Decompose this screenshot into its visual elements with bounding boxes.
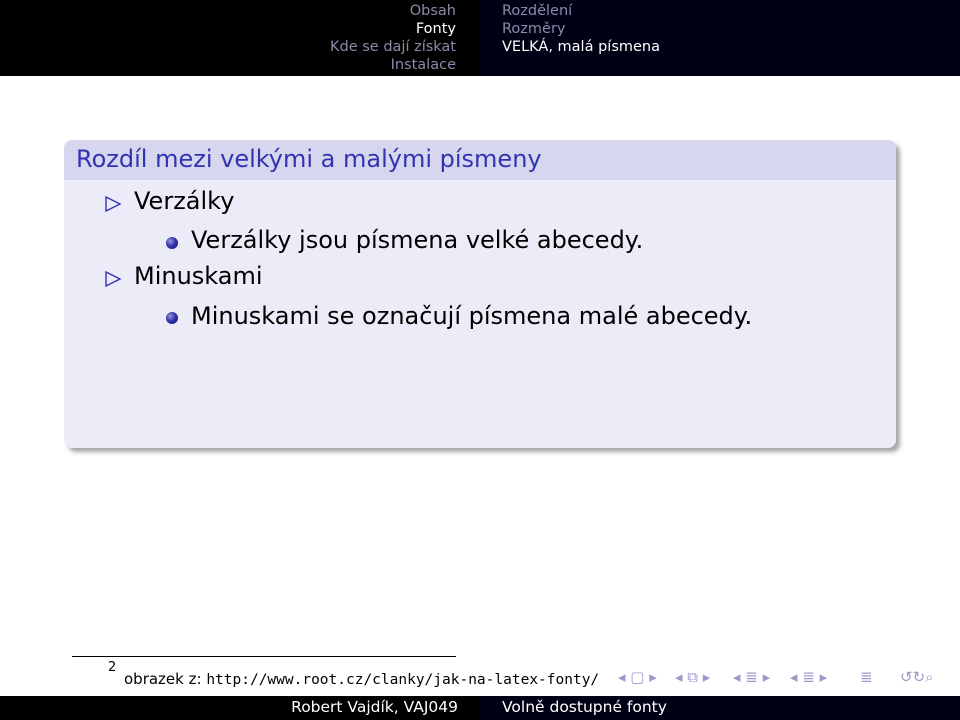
subsection-nav [502,2,660,56]
nav-item-rozmery[interactable]: Rozměry [502,21,566,37]
footnote-text [124,670,599,688]
item-verzalky-label: Verzálky [134,187,235,215]
nav-item-instalace[interactable]: Instalace [390,57,456,73]
block-title: Rozdíl mezi velkými a malými písmeny [76,145,542,173]
header-left [0,0,472,76]
footnote-rule [72,656,456,657]
nav-item-obsah[interactable]: Obsah [409,3,456,19]
footer-author: Robert Vajdík, VAJ049 [291,698,458,716]
ball-bullet-icon [166,237,178,249]
document-nav-icon[interactable]: ≣ [860,668,873,686]
footer-left [0,696,480,720]
item-minuskami-label: Minuskami [134,262,263,290]
subsection-nav-icon[interactable]: ◂ ⧉ ▸ [675,668,711,686]
nav-item-rozdeleni[interactable]: Rozdělení [502,3,573,19]
footnote-mark: 2 [108,660,117,675]
section-nav-prev-icon[interactable]: ◂ ≣ ▸ [733,668,771,686]
nav-item-kde-se-daji-ziskat[interactable]: Kde se dají získat [330,39,456,55]
item-minuskami-description: Minuskami se označují písmena malé abecedy. [191,302,753,330]
block-title-bar [64,140,896,180]
footer-title: Volně dostupné fonty [502,698,667,716]
section-nav-next-icon[interactable]: ◂ ≣ ▸ [790,668,828,686]
nav-item-fonty[interactable]: Fonty [415,21,456,37]
ball-bullet-icon [166,312,178,324]
footnote-url[interactable]: http://www.root.cz/clanky/jak-na-latex-fonty/ [206,672,600,688]
frame-nav-icon[interactable]: ◂ ▢ ▸ [618,668,657,686]
header-right [480,0,960,76]
footnote-prefix: obrazek z: [124,670,207,688]
search-zoom-icon[interactable]: ↺↻⌕ [900,668,934,686]
triangle-bullet-icon [104,270,122,288]
nav-item-velka-mala-pismena[interactable]: VELKÁ, malá písmena [502,39,660,55]
section-nav [330,2,456,74]
triangle-bullet-icon [104,195,122,213]
content-block [64,140,896,448]
footer-right [480,696,960,720]
item-verzalky-description: Verzálky jsou písmena velké abecedy. [191,226,644,254]
header-bar [0,0,960,76]
